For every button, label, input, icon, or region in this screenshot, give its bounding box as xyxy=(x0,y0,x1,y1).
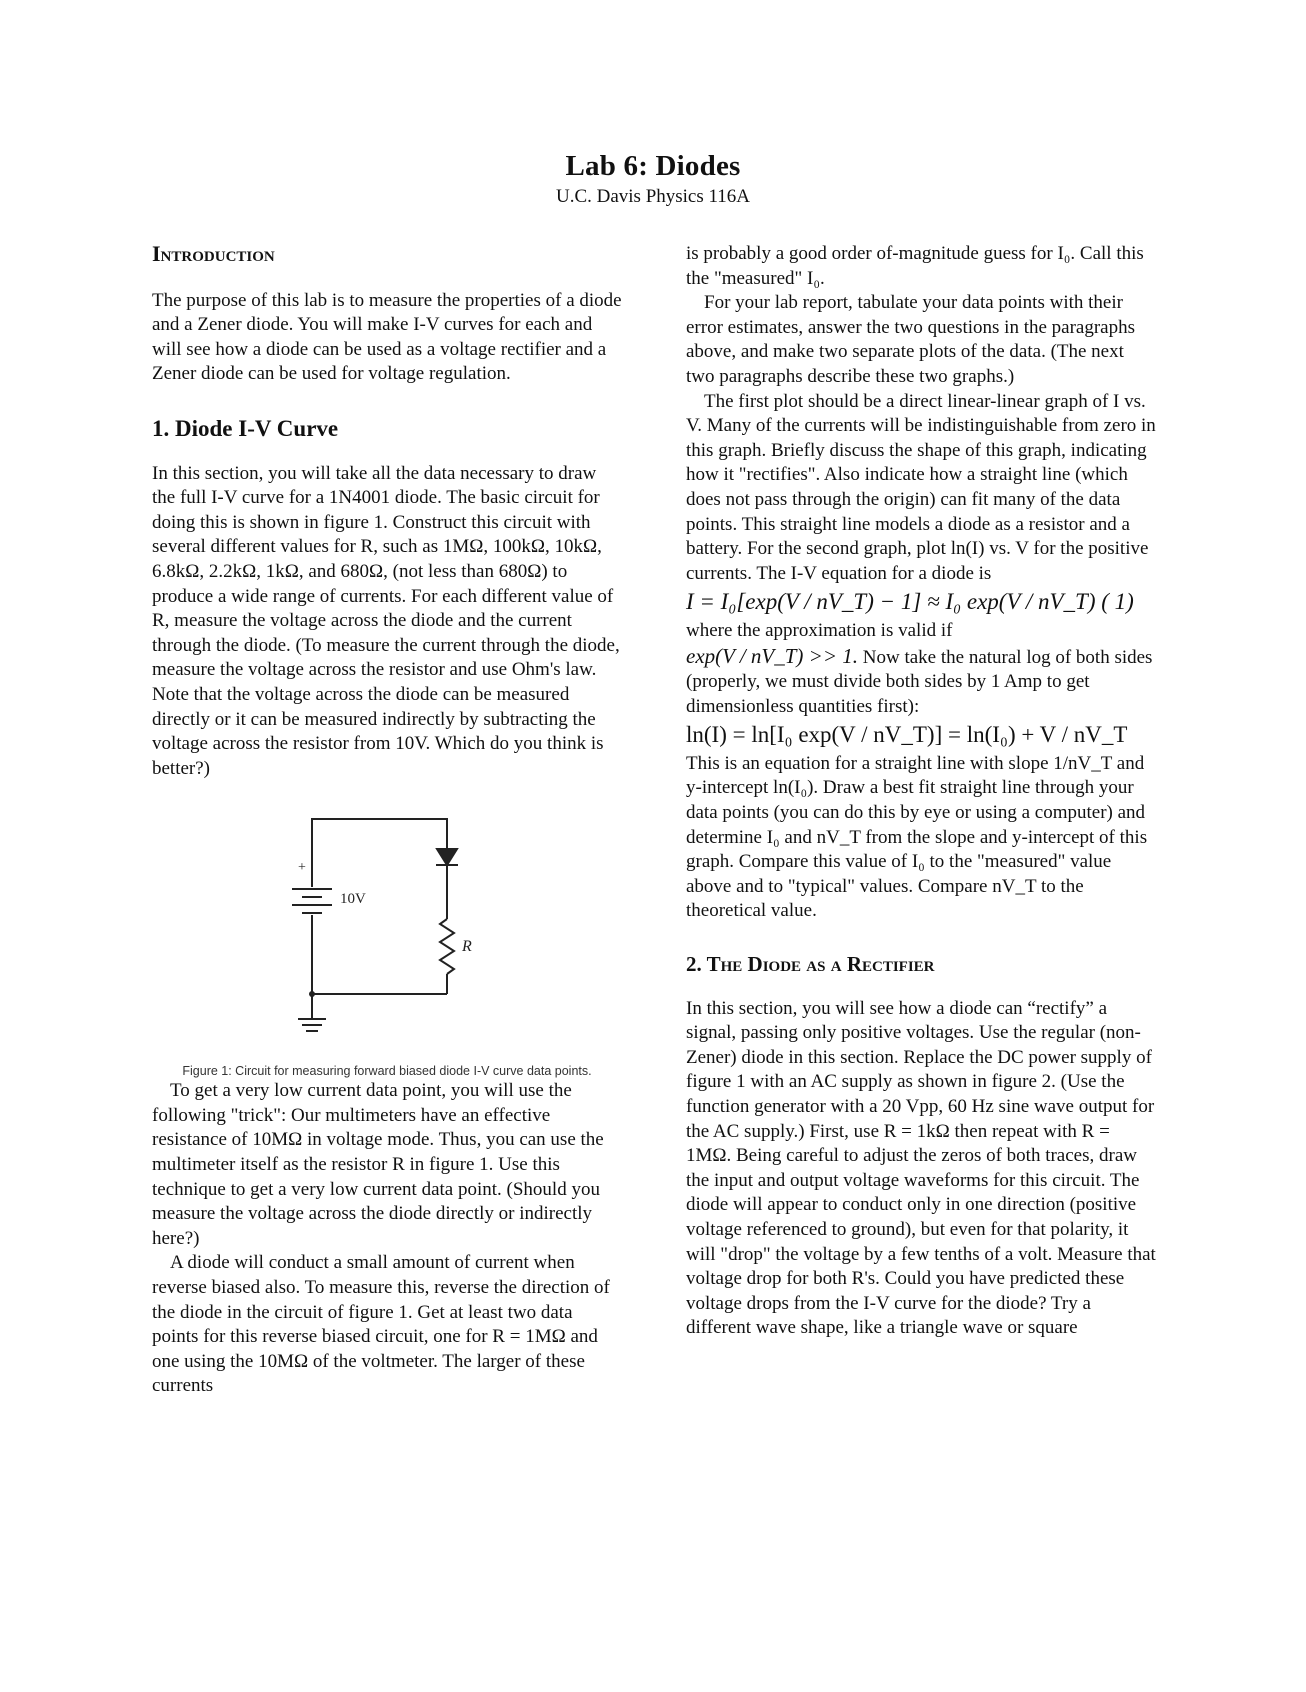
intro-paragraph: The purpose of this lab is to measure the properties of a diode and a Zener diode. You will make I-V curves for each and will see how a diode can be used as a voltage rectifier and a Zener diode can be used for voltage regulation. xyxy=(152,289,622,385)
right-paragraph-3: The first plot should be a direct linear-linear graph of I vs. V. Many of the currents will be indistinguishable from zero in this graph. Briefly discuss the shape of this graph, indicating how it "rectifies". Also indicate how a straight line (which does not pass through the origin) can fit many of the data points. This straight line models a diode as a resistor and a battery. For the second graph, plot ln(I) vs. V for the positive currents. The I-V equation for a diode is xyxy=(686,390,1156,584)
right-paragraph-4b: Now take the natural log of both sides (properly, we must divide both sides by 1 Amp to get dimensionless quantities first): xyxy=(686,646,1153,717)
section2-paragraph-1: In this section, you will see how a diode can “rectify” a signal, passing only positive voltages. Use the regular (non-Zener) diode in this section. Replace the DC power supply of figure 1 with an AC supply as shown in figure 2. (Use the function generator with a 20 Vpp, 60 Hz sine wave output for the AC supply.) First, use R = 1kΩ then repeat with R = 1MΩ. Being careful to adjust the zeros of both traces, draw the input and output voltage waveforms for this circuit. The diode will appear to conduct only in one direction (positive voltage referenced to ground), but even for that polarity, it will "drop" the voltage by a few tenths of a volt. Measure that voltage drop for both R's. Could you have predicted these voltage drops from the I-V curve for the diode? Try a different wave shape, like a triangle wave or square xyxy=(686,997,1156,1339)
section1-paragraph-3: A diode will conduct a small amount of current when reverse biased also. To measure this, reverse the direction of the diode in the circuit of figure 1. Get at least two data points for this reverse biased circuit, one for R = 1MΩ and one using the 10MΩ of the voltmeter. The larger of these currents xyxy=(152,1252,610,1397)
battery-plus-label: + xyxy=(298,860,306,876)
intro-heading: Introduction xyxy=(152,241,275,266)
right-paragraph-2: For your lab report, tabulate your data points with their error estimates, answer the two questions in the paragraphs above, and make two separate plots of the data. (The next two paragraphs describe these two graphs.) xyxy=(686,292,1136,387)
document-title: Lab 6: Diodes xyxy=(565,150,741,182)
document-subtitle: U.C. Davis Physics 116A xyxy=(555,186,751,207)
right-paragraph-5: This is an equation for a straight line with slope 1/nV_T and y-intercept ln(I₀). Draw a best fit straight line through your data points (you can do this by eye or using a computer) and determine I₀ and nV_T from the slope and y-intercept of this graph. Compare this value of I₀ to the "measured" value above and to "typical" values. Compare nV_T to the theoretical value. xyxy=(686,752,1148,922)
section1-heading: 1. Diode I-V Curve xyxy=(152,415,339,441)
circuit-diagram xyxy=(152,809,622,1059)
ground-node xyxy=(309,991,315,997)
figure-1-circuit xyxy=(152,809,622,1059)
section2-heading: 2. The Diode as a Rectifier xyxy=(686,952,935,977)
resistor-symbol xyxy=(440,919,454,974)
section1-paragraph-1: In this section, you will take all the data necessary to draw the full I-V curve for a 1N4001 diode. The basic circuit for doing this is shown in figure 1. Construct this circuit with several different values for R, such as 1MΩ, 100kΩ, 10kΩ, 6.8kΩ, 2.2kΩ, 1kΩ, and 680Ω, (not less than 680Ω) to produce a wide range of currents. For each different value of R, measure the voltage across the diode and the current through the diode. (To measure the current through the diode, measure the voltage across the resistor and use Ohm's law. Note that the voltage across the diode can be measured directly or it can be measured indirectly by subtracting the voltage across the resistor from 10V. Which do you think is better?) xyxy=(152,462,620,779)
figure-1-caption: Figure 1: Circuit for measuring forward biased diode I-V curve data points. xyxy=(182,1064,592,1079)
right-paragraph-4: where the approximation is valid if xyxy=(686,619,953,641)
resistor-label: R xyxy=(462,938,472,956)
top-wire xyxy=(312,819,447,869)
battery-voltage-label: 10V xyxy=(340,891,366,908)
left-column xyxy=(152,242,622,1399)
equation-2: exp(V / nV_T) >> 1. xyxy=(686,643,859,668)
right-paragraph-1: is probably a good order of-magnitude guess for I₀. Call this the "measured" I₀. xyxy=(686,243,1144,289)
right-column xyxy=(686,242,1156,1341)
equation-3: ln(I) = ln[I₀ exp(V / nV_T)] = ln(I₀) + V / nV_T xyxy=(686,722,1128,748)
equation-1: I = I₀[exp(V / nV_T) − 1] ≈ I₀ exp(V / nV_T) ( 1) xyxy=(686,589,1134,615)
diode-symbol xyxy=(437,849,457,865)
section1-paragraph-2: To get a very low current data point, you will use the following "trick": Our multimeters have an effective resistance of 10MΩ in voltage mode. Thus, you can use the multimeter itself as the resistor R in figure 1. Use this technique to get a very low current data point. (Should you measure the voltage across the diode directly or indirectly here?) xyxy=(152,1080,604,1249)
